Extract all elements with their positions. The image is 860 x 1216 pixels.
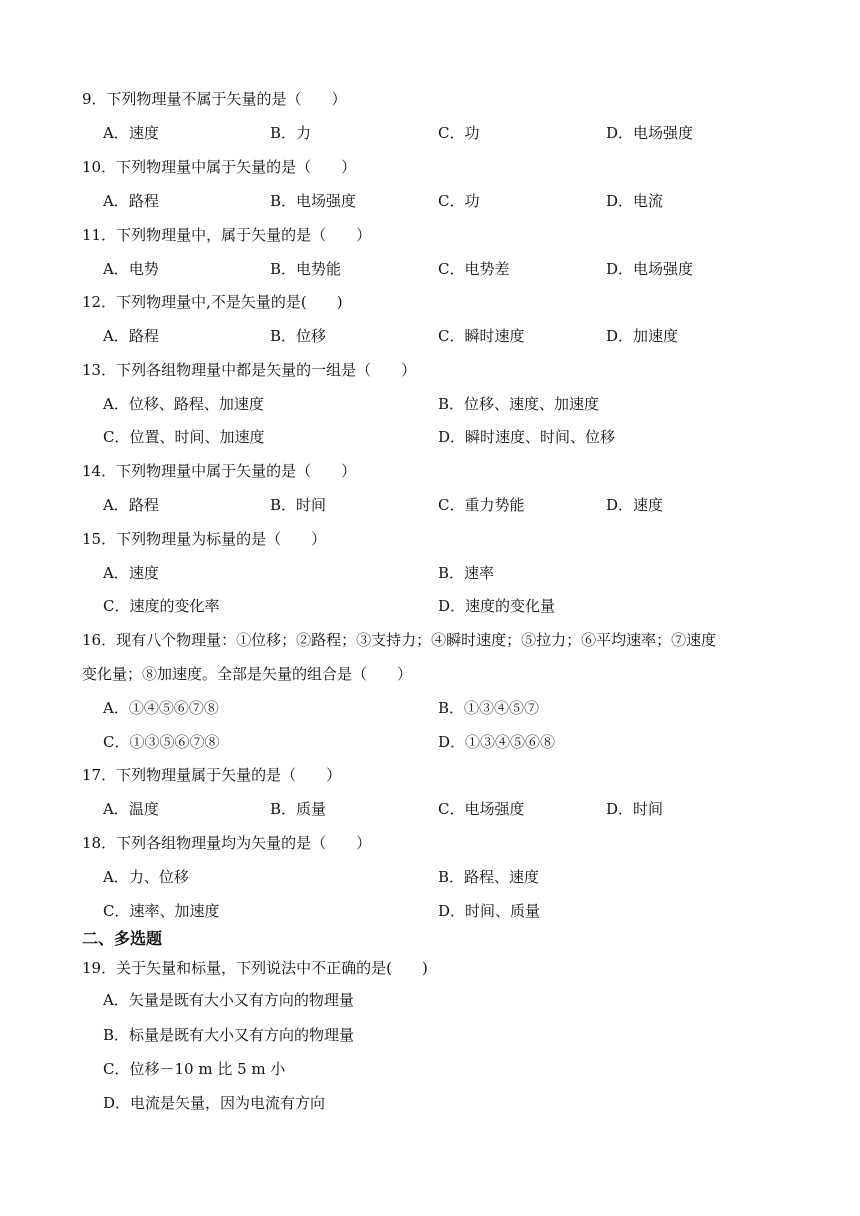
question-12-option-d: D．加速度: [606, 327, 679, 345]
question-9-option-b: B．力: [270, 124, 312, 142]
question-10-option-a: A．路程: [103, 192, 159, 210]
question-14-option-a: A．路程: [103, 496, 159, 514]
question-10-stem: 10．下列物理量中属于矢量的是（ ）: [82, 158, 357, 176]
question-17-option-c: C．电场强度: [438, 800, 525, 818]
question-12-stem: 12．下列物理量中,不是矢量的是( ): [82, 293, 343, 311]
question-19-option-b: B．标量是既有大小又有方向的物理量: [103, 1026, 355, 1044]
question-13-option-c: C．位置、时间、加速度: [103, 428, 265, 446]
question-17-stem: 17．下列物理量属于矢量的是（ ）: [82, 766, 342, 784]
question-18-option-d: D．时间、质量: [438, 902, 541, 920]
question-11-option-d: D．电场强度: [606, 260, 694, 278]
question-19-stem: 19．关于矢量和标量，下列说法中不正确的是( ): [82, 959, 428, 977]
question-13-option-d: D．瞬时速度、时间、位移: [438, 428, 616, 446]
question-13-option-b: B．位移、速度、加速度: [438, 395, 600, 413]
question-15-option-d: D．速度的变化量: [438, 597, 556, 615]
question-18-option-c: C．速率、加速度: [103, 902, 220, 920]
question-10-option-d: D．电流: [606, 192, 664, 210]
question-18-option-b: B．路程、速度: [438, 868, 540, 886]
question-9-option-c: C．功: [438, 124, 480, 142]
question-16-stem-line-2: 变化量；⑧加速度。全部是矢量的组合是（ ）: [82, 665, 413, 683]
question-13-option-a: A．位移、路程、加速度: [103, 395, 264, 413]
question-17-option-d: D．时间: [606, 800, 664, 818]
question-15-option-c: C．速度的变化率: [103, 597, 220, 615]
section-heading-multiple-choice: 二、多选题: [82, 929, 163, 948]
question-9-stem: 9．下列物理量不属于矢量的是（ ）: [82, 90, 347, 108]
question-9-option-d: D．电场强度: [606, 124, 694, 142]
question-19-option-c: C．位移－10 m 比 5 m 小: [103, 1060, 286, 1078]
question-16-option-b: B．①③④⑤⑦: [438, 699, 540, 717]
question-10-option-b: B．电场强度: [270, 192, 357, 210]
question-19-option-a: A．矢量是既有大小又有方向的物理量: [103, 991, 354, 1009]
question-14-stem: 14．下列物理量中属于矢量的是（ ）: [82, 462, 357, 480]
question-11-option-a: A．电势: [103, 260, 159, 278]
question-12-option-b: B．位移: [270, 327, 327, 345]
question-19-option-d: D．电流是矢量，因为电流有方向: [103, 1094, 326, 1112]
question-10-option-c: C．功: [438, 192, 480, 210]
question-18-option-a: A．力、位移: [103, 868, 189, 886]
question-15-stem: 15．下列物理量为标量的是（ ）: [82, 530, 327, 548]
question-17-option-b: B．质量: [270, 800, 327, 818]
question-11-option-c: C．电势差: [438, 260, 510, 278]
question-14-option-b: B．时间: [270, 496, 327, 514]
question-12-option-c: C．瞬时速度: [438, 327, 525, 345]
question-14-option-d: D．速度: [606, 496, 664, 514]
question-15-option-b: B．速率: [438, 564, 495, 582]
question-15-option-a: A．速度: [103, 564, 159, 582]
question-16-option-d: D．①③④⑤⑥⑧: [438, 733, 556, 751]
question-11-option-b: B．电势能: [270, 260, 342, 278]
question-12-option-a: A．路程: [103, 327, 159, 345]
question-13-stem: 13．下列各组物理量中都是矢量的一组是（ ）: [82, 361, 417, 379]
question-16-stem-line-1: 16．现有八个物理量：①位移；②路程；③支持力；④瞬时速度；⑤拉力；⑥平均速率；⑦速度: [82, 631, 717, 649]
question-9-option-a: A．速度: [103, 124, 159, 142]
question-11-stem: 11．下列物理量中，属于矢量的是（ ）: [82, 226, 372, 244]
question-14-option-c: C．重力势能: [438, 496, 525, 514]
question-16-option-a: A．①④⑤⑥⑦⑧: [103, 699, 219, 717]
question-17-option-a: A．温度: [103, 800, 159, 818]
question-16-option-c: C．①③⑤⑥⑦⑧: [103, 733, 220, 751]
question-18-stem: 18．下列各组物理量均为矢量的是（ ）: [82, 834, 372, 852]
